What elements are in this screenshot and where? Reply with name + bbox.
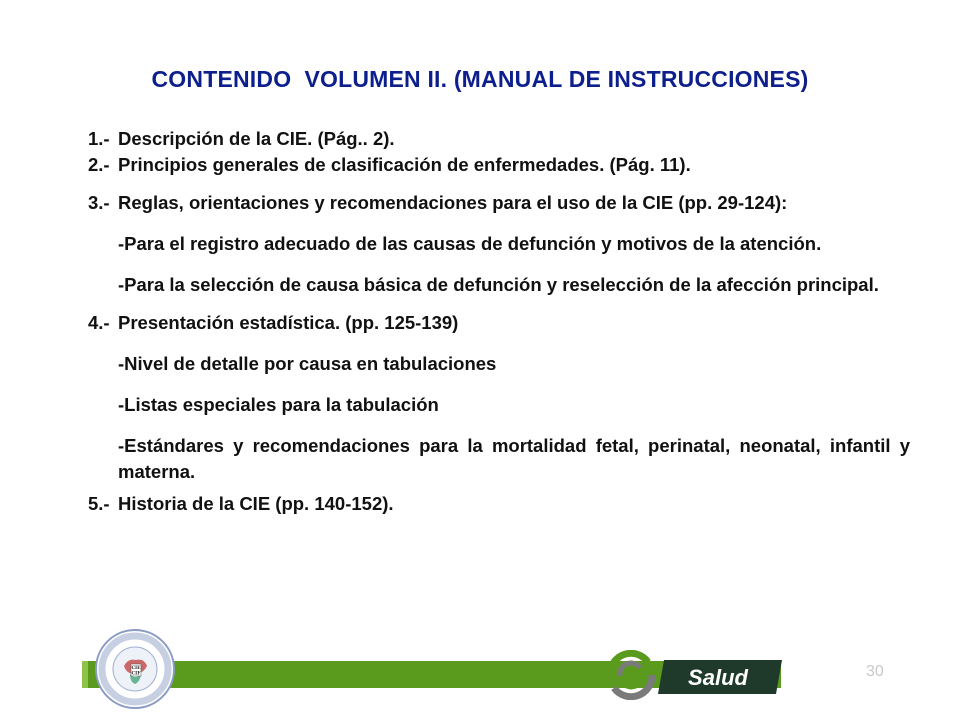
item-text: Historia de la CIE (pp. 140-152). bbox=[118, 493, 394, 514]
salud-logo bbox=[606, 650, 782, 700]
list-item-5 bbox=[88, 491, 910, 517]
page-title: CONTENIDO VOLUMEN II. (MANUAL DE INSTRUCCIONES) bbox=[151, 66, 809, 92]
item-number: 2.- bbox=[88, 154, 110, 175]
svg-text:CIF: CIF bbox=[131, 671, 141, 677]
item-number: 3.- bbox=[88, 192, 110, 213]
svg-text:CIE: CIE bbox=[131, 666, 141, 671]
item-number: 4.- bbox=[88, 312, 110, 333]
list-item-2 bbox=[88, 152, 910, 178]
list-item-1 bbox=[88, 126, 910, 152]
sub-item: -Nivel de detalle por causa en tabulaciones bbox=[118, 353, 497, 374]
list-item-3 bbox=[88, 190, 910, 216]
item-text: Principios generales de clasificación de enfermedades. (Pág. 11). bbox=[118, 154, 691, 175]
sub-item: -Estándares y recomendaciones para la mortalidad fetal, perinatal, neonatal, infantil y materna. bbox=[118, 435, 910, 482]
item-number: 1.- bbox=[88, 128, 110, 149]
item-text: Presentación estadística. (pp. 125-139) bbox=[118, 312, 459, 333]
salud-brand-text: Salud bbox=[688, 665, 748, 690]
contents-list bbox=[88, 126, 910, 517]
item-text: Reglas, orientaciones y recomendaciones para el uso de la CIE (pp. 29-124): bbox=[118, 192, 788, 213]
sub-item: -Para la selección de causa básica de defunción y reselección de la afección principal. bbox=[118, 274, 879, 295]
page-number: 30 bbox=[866, 663, 884, 680]
cie-seal-logo bbox=[94, 628, 176, 710]
item-text: Descripción de la CIE. (Pág.. 2). bbox=[118, 128, 395, 149]
item-number: 5.- bbox=[88, 493, 110, 514]
footer-bar-accent bbox=[82, 661, 88, 688]
sub-item: -Para el registro adecuado de las causas de defunción y motivos de la atención. bbox=[118, 233, 822, 254]
sub-item: -Listas especiales para la tabulación bbox=[118, 394, 439, 415]
list-item-4 bbox=[88, 310, 910, 336]
